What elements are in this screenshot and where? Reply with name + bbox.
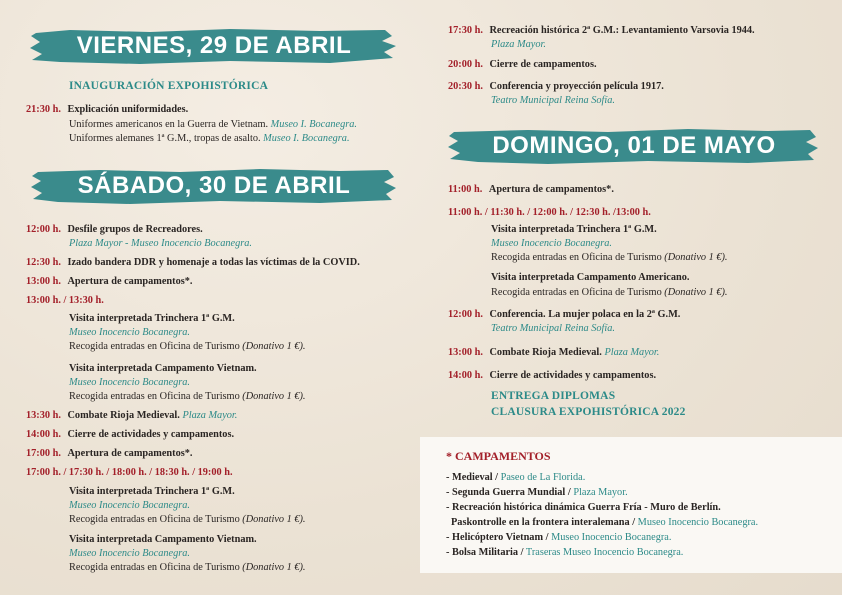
sat-event-7 — [26, 447, 192, 460]
venue: Museo I. Bocanegra. — [270, 119, 357, 130]
camp-name: - Recreación histórica dinámica Guerra Fría - Muro de Berlín. — [446, 502, 721, 513]
sun-event-4 — [448, 346, 659, 359]
time: 20:00 h. — [448, 59, 483, 70]
sat-event-r3 — [448, 80, 664, 93]
camp-item — [446, 486, 628, 499]
note-text: Recogida entradas en Oficina de Turismo — [69, 562, 240, 573]
event-title: Visita interpretada Campamento Vietnam. — [69, 363, 257, 374]
donation: (Donativo 1 €). — [242, 514, 306, 525]
ticket-note — [491, 286, 728, 299]
ticket-note — [69, 513, 306, 526]
venue: Museo Inocencio Bocanegra. — [491, 238, 612, 249]
camp-place: Museo Inocencio Bocanegra. — [637, 517, 759, 528]
event-title: Cierre de actividades y campamentos. — [489, 370, 657, 381]
camp-item — [446, 471, 585, 484]
time: 13:00 h. — [448, 347, 483, 358]
banner-sunday — [448, 127, 820, 165]
note-text: Recogida entradas en Oficina de Turismo — [69, 514, 240, 525]
banner-saturday-text: SÁBADO, 30 DE ABRIL — [77, 172, 351, 199]
event-title: Visita interpretada Trinchera 1ª G.M. — [69, 313, 235, 324]
donation: (Donativo 1 €). — [242, 562, 306, 573]
time: 14:00 h. — [448, 370, 483, 381]
sun-event-3 — [448, 308, 680, 321]
ticket-note — [491, 251, 728, 264]
event-title: Cierre de campamentos. — [489, 59, 597, 70]
sat-event-4-times: 13:00 h. / 13:30 h. — [26, 295, 104, 306]
event-title: Combate Rioja Medieval. — [489, 347, 602, 358]
note-text: Recogida entradas en Oficina de Turismo — [69, 341, 240, 352]
event-title: Conferencia. La mujer polaca en la 2ª G.M. — [489, 309, 681, 320]
venue: Museo I. Bocanegra. — [263, 133, 350, 144]
venue: Plaza Mayor - Museo Inocencio Bocanegra. — [69, 238, 253, 249]
camp-item — [446, 531, 671, 544]
venue: Museo Inocencio Bocanegra. — [69, 377, 190, 388]
event-title: Apertura de campamentos*. — [67, 448, 193, 459]
time: 13:00 h. — [26, 276, 61, 287]
friday-event — [26, 103, 188, 116]
event-title: Recreación histórica 2ª G.M.: Levantamiento Varsovia 1944. — [489, 25, 755, 36]
donation: (Donativo 1 €). — [664, 287, 728, 298]
venue: Plaza Mayor. — [491, 39, 546, 50]
camp-name: Paskontrolle en la frontera interalemana / — [451, 517, 636, 528]
banner-friday — [30, 27, 398, 65]
camp-item — [451, 516, 758, 529]
camps-title: * CAMPAMENTOS — [446, 449, 551, 463]
closing-expo: CLAUSURA EXPOHISTÓRICA 2022 — [491, 406, 686, 418]
donation: (Donativo 1 €). — [242, 391, 306, 402]
venue: Museo Inocencio Bocanegra. — [69, 327, 190, 338]
time: 17:00 h. — [26, 448, 61, 459]
sat-event-r2 — [448, 58, 597, 71]
banner-saturday — [30, 167, 398, 205]
time: 11:00 h. — [448, 184, 483, 195]
venue: Museo Inocencio Bocanegra. — [69, 548, 190, 559]
camp-place: Plaza Mayor. — [573, 487, 628, 498]
friday-heading: INAUGURACIÓN EXPOHISTÓRICA — [69, 80, 269, 92]
sat-event-1 — [26, 223, 203, 236]
event-title: Conferencia y proyección película 1917. — [489, 81, 664, 92]
sun-event-5 — [448, 369, 656, 382]
venue: Plaza Mayor. — [182, 410, 238, 421]
sat-event-r1 — [448, 24, 755, 37]
closing-diplomas: ENTREGA DIPLOMAS — [491, 390, 616, 402]
sun-event-1 — [448, 183, 614, 196]
event-title: Cierre de actividades y campamentos. — [67, 429, 235, 440]
sat-event-3 — [26, 275, 192, 288]
friday-sub-1 — [69, 118, 357, 131]
sub-text: Uniformes alemanes 1ª G.M., tropas de asalto. — [69, 133, 261, 144]
donation: (Donativo 1 €). — [242, 341, 306, 352]
event-title: Visita interpretada Trinchera 1ª G.M. — [69, 486, 235, 497]
time: 12:00 h. — [448, 309, 483, 320]
camp-name: - Bolsa Militaria / — [446, 547, 524, 558]
event-title: Apertura de campamentos*. — [488, 184, 614, 195]
sat-event-8-times: 17:00 h. / 17:30 h. / 18:00 h. / 18:30 h. / 19:00 h. — [26, 467, 233, 478]
event-title: Apertura de campamentos*. — [67, 276, 193, 287]
camp-place: Museo Inocencio Bocanegra. — [551, 532, 672, 543]
camp-name: - Medieval / — [446, 472, 499, 483]
sub-text: Uniformes americanos en la Guerra de Vietnam. — [69, 119, 269, 130]
camp-name: - Helicóptero Vietnam / — [446, 532, 549, 543]
event-title: Visita interpretada Campamento Vietnam. — [69, 534, 257, 545]
time: 14:00 h. — [26, 429, 61, 440]
event-title: Izado bandera DDR y homenaje a todas las víctimas de la COVID. — [67, 257, 360, 268]
time: 12:30 h. — [26, 257, 61, 268]
camp-place: Traseras Museo Inocencio Bocanegra. — [525, 547, 684, 558]
note-text: Recogida entradas en Oficina de Turismo — [491, 287, 662, 298]
time: 12:00 h. — [26, 224, 61, 235]
sun-event-2-times: 11:00 h. / 11:30 h. / 12:00 h. / 12:30 h. /13:00 h. — [448, 207, 651, 218]
event-title: Desfile grupos de Recreadores. — [67, 224, 203, 235]
camp-item — [446, 546, 683, 559]
event-title: Visita interpretada Campamento Americano. — [491, 272, 690, 283]
event-title: Visita interpretada Trinchera 1ª G.M. — [491, 224, 657, 235]
ticket-note — [69, 561, 306, 574]
donation: (Donativo 1 €). — [664, 252, 728, 263]
event-title: Combate Rioja Medieval. — [67, 410, 180, 421]
event-title: Explicación uniformidades. — [67, 104, 189, 115]
venue: Teatro Municipal Reina Sofía. — [491, 323, 615, 334]
venue: Plaza Mayor. — [604, 347, 660, 358]
note-text: Recogida entradas en Oficina de Turismo — [491, 252, 662, 263]
friday-sub-2 — [69, 132, 350, 145]
sat-event-2 — [26, 256, 360, 269]
banner-sunday-text: DOMINGO, 01 DE MAYO — [492, 132, 776, 159]
sat-event-5 — [26, 409, 237, 422]
time: 20:30 h. — [448, 81, 483, 92]
camp-place: Paseo de La Florida. — [500, 472, 586, 483]
camp-name: - Segunda Guerra Mundial / — [446, 487, 571, 498]
ticket-note — [69, 340, 306, 353]
venue: Museo Inocencio Bocanegra. — [69, 500, 190, 511]
venue: Teatro Municipal Reina Sofía. — [491, 95, 615, 106]
time: 21:30 h. — [26, 104, 61, 115]
sat-event-6 — [26, 428, 234, 441]
ticket-note — [69, 390, 306, 403]
time: 13:30 h. — [26, 410, 61, 421]
banner-friday-text: VIERNES, 29 DE ABRIL — [76, 32, 352, 59]
time: 17:30 h. — [448, 25, 483, 36]
note-text: Recogida entradas en Oficina de Turismo — [69, 391, 240, 402]
